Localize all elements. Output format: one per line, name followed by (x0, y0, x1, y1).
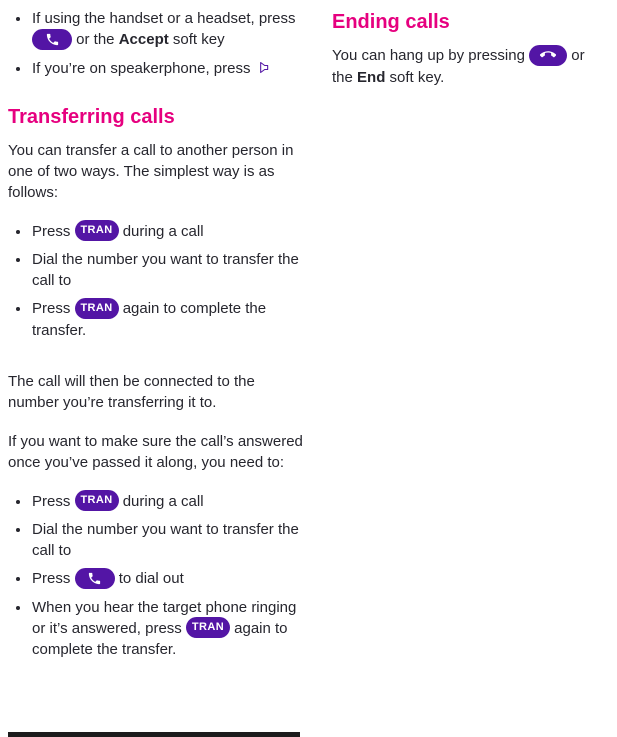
text-run: Press (32, 492, 71, 510)
bullet-dot (16, 307, 20, 311)
left-column (8, 8, 308, 737)
list-item (8, 58, 308, 79)
list-item-text (32, 597, 306, 661)
bullet-dot (16, 500, 20, 504)
list-item (8, 568, 308, 590)
text-run: during a call (122, 222, 204, 240)
text-run: Press (32, 570, 71, 588)
section-heading-transferring-calls: Transferring calls (8, 105, 175, 128)
accept-call-key-icon (75, 568, 115, 589)
text-run: Dial the number you want to transfer the call to (32, 251, 299, 290)
accept-call-key-icon (32, 29, 72, 50)
bold-text: End (357, 68, 386, 86)
list-item (8, 298, 308, 341)
tran-key-label: TRAN (75, 298, 119, 319)
bullet-dot (16, 606, 20, 610)
paragraph: The call will then be connected to the number you’re transferring it to. (8, 372, 255, 411)
answering-options-list (8, 8, 308, 79)
bullet-dot (16, 577, 20, 581)
text-run: soft key. (389, 68, 445, 86)
list-item (8, 519, 308, 561)
list-item-text (32, 8, 306, 51)
text-run: or the (332, 47, 585, 86)
text-run: When you hear the target phone ringing or it’s answered, press (32, 598, 297, 637)
list-item-text (32, 491, 204, 513)
list-item-text (32, 249, 306, 291)
text-run: or the (76, 31, 115, 48)
text-run: again to complete the transfer. (32, 300, 267, 339)
text-run: Press (32, 300, 71, 318)
tran-key-label: TRAN (75, 220, 119, 241)
right-column (332, 8, 607, 737)
list-item-text (32, 58, 271, 79)
list-item (8, 8, 308, 51)
text-run: soft key (172, 31, 225, 48)
bullet-dot (16, 258, 20, 262)
list-item-text (32, 221, 204, 243)
speaker-icon (255, 59, 271, 76)
paragraph (332, 45, 607, 88)
list-item (8, 221, 308, 243)
text-run: Dial the number you want to transfer the call to (32, 521, 299, 560)
text-run: to dial out (118, 570, 184, 588)
list-item-text (32, 298, 306, 341)
list-item (8, 597, 308, 661)
section-heading-ending-calls: Ending calls (332, 11, 450, 33)
list-item (8, 491, 308, 513)
tran-key-label: TRAN (186, 617, 230, 638)
text-run: during a call (122, 492, 204, 510)
paragraph: If you want to make sure the call’s answered once you’ve passed it along, you need to: (8, 432, 303, 471)
simple-transfer-steps-list (8, 221, 308, 341)
text-run: If using the handset or a headset, press (32, 10, 296, 27)
bullet-dot (16, 230, 20, 234)
bullet-dot (16, 528, 20, 532)
list-item-text (32, 519, 306, 561)
text-run: If you’re on speakerphone, press (32, 59, 251, 77)
cropped-next-section-edge (8, 732, 300, 737)
list-item (8, 249, 308, 291)
bullet-dot (16, 17, 20, 21)
attended-transfer-steps-list (8, 491, 308, 661)
bullet-dot (16, 67, 20, 71)
bold-text: Accept (118, 31, 169, 48)
text-run: Press (32, 222, 71, 240)
text-run: again to complete the transfer. (32, 619, 288, 659)
list-item-text (32, 568, 184, 590)
paragraph: You can transfer a call to another person in one of two ways. The simplest way is as follows: (8, 141, 294, 201)
tran-key-label: TRAN (75, 490, 119, 511)
text-run: You can hang up by pressing (332, 47, 525, 64)
end-call-key-icon (529, 45, 567, 66)
